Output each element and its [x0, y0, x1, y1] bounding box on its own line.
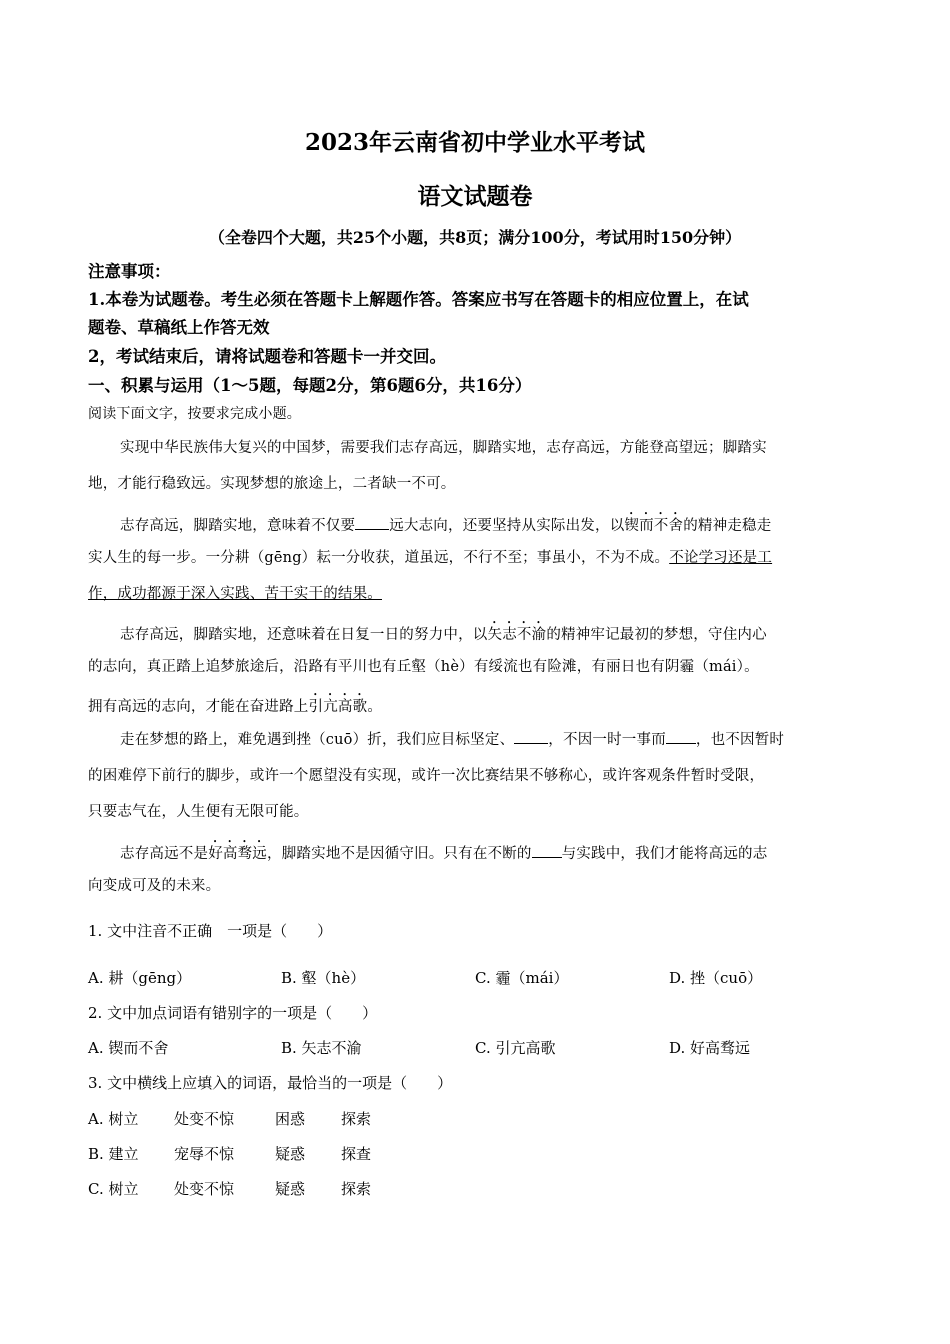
question-1-option-d: D. 挫（cuō）	[669, 969, 763, 987]
question-3-option-b: B. 建立 宠辱不惊 疑惑 探查	[88, 1145, 372, 1163]
question-3-stem: 3. 文中横线上应填入的词语，最恰当的一项是（ ）	[88, 1074, 453, 1092]
passage-p5-line-2: 向变成可及的未来。	[88, 878, 221, 894]
dotted-word-4: 好高骛远	[208, 846, 268, 862]
fill-blank-1	[355, 515, 389, 530]
passage-p4-line-1: 走在梦想的路上，难免遇到挫（cuō）折，我们应目标坚定、 ，不因一时一事而 ，也不因暂时	[120, 728, 896, 749]
dotted-word-3: 引亢高歌	[308, 699, 368, 715]
exam-title: 2023年云南省初中学业水平考试	[304, 129, 645, 156]
notice-item-1-line-1: 1.本卷为试题卷。考生必须在答题卡上解题作答。答案应书写在答题卡的相应位置上，在试	[88, 290, 749, 309]
passage-p3-line-2: 的志向，真正踏上追梦旅途后，沿路有平川也有丘壑（hè）有绥流也有险滩，有丽日也有阴霾（mái）。	[88, 659, 759, 675]
exam-note: （全卷四个大题，共25个小题，共8页；满分100分，考试用时150分钟）	[208, 228, 742, 247]
question-1-option-a: A. 耕（gēng）	[88, 969, 192, 987]
passage-p4-line-3: 只要志气在，人生便有无限可能。	[88, 804, 309, 820]
fill-blank-2	[514, 729, 548, 744]
question-2-option-d: D. 好高骛远	[669, 1039, 751, 1057]
notice-item-2: 2，考试结束后，请将试题卷和答题卡一并交回。	[88, 347, 446, 366]
section-1-instruction: 阅读下面文字，按要求完成小题。	[88, 406, 301, 422]
dotted-word-1: 锲而不舍	[624, 518, 684, 534]
section-1-heading: 一、积累与运用（1～5题，每题2分，第6题6分，共16分）	[88, 376, 532, 395]
notice-heading: 注意事项：	[88, 262, 171, 281]
passage-p2-line-3	[88, 582, 864, 603]
fill-blank-3	[666, 729, 696, 744]
question-1-option-b: B. 壑（hè）	[281, 969, 366, 987]
passage-p4-line-2: 的困难停下前行的脚步，或许一个愿望没有实现，或许一次比赛结果不够称心，或许客观条件暂时受限，	[88, 768, 765, 784]
passage-p1-line-1: 实现中华民族伟大复兴的中国梦，需要我们志存高远，脚踏实地，志存高远，方能登高望远；脚踏实	[120, 440, 767, 456]
exam-subtitle: 语文试题卷	[417, 183, 533, 210]
passage-p3-line-3: 拥有高远的志向，才能在奋进路上引亢高歌。	[88, 699, 383, 715]
passage-p2-line-1: 志存高远，脚踏实地，意味着不仅要 远大志向，还要坚持从实际出发，以锲而不舍的精神走稳走	[120, 510, 896, 535]
passage-p5-line-1: 志存高远不是好高骛远，脚踏实地不是因循守旧。只有在不断的 与实践中，我们才能将高远的志	[120, 838, 896, 863]
passage-p3-line-1: 志存高远，脚踏实地，还意味着在日复一日的努力中，以矢志不渝的精神牢记最初的梦想，守住内心	[120, 627, 767, 643]
question-3-option-a: A. 树立 处变不惊 困惑 探索	[88, 1110, 372, 1128]
dotted-word-2: 矢志不渝	[487, 627, 547, 643]
question-1-option-c: C. 霾（mái）	[475, 969, 569, 987]
question-2-option-c: C. 引亢高歌	[475, 1039, 556, 1057]
fill-blank-4	[532, 843, 562, 858]
passage-p2-line-2: 实人生的每一步。一分耕（gēng）耘一分收获，道虽远，不行不至；事虽小，不为不成。不论学习还是工	[88, 550, 773, 566]
underlined-sentence-part-1: 不论学习还是工	[669, 550, 773, 566]
underlined-sentence-part-2: 作，成功都源于深入实践、苦干实干的结果。	[88, 586, 382, 602]
question-2-stem: 2. 文中加点词语有错别字的一项是（ ）	[88, 1004, 378, 1022]
question-1-stem: 1. 文中注音不正确 一项是（ ）	[88, 922, 333, 940]
notice-item-1-line-2: 题卷、草稿纸上作答无效	[88, 318, 270, 337]
question-3-option-c: C. 树立 处变不惊 疑惑 探索	[88, 1180, 372, 1198]
question-2-option-b: B. 矢志不渝	[281, 1039, 362, 1057]
passage-p1-line-2: 地，才能行稳致远。实现梦想的旅途上，二者缺一不可。	[88, 476, 456, 492]
question-2-option-a: A. 锲而不舍	[88, 1039, 169, 1057]
